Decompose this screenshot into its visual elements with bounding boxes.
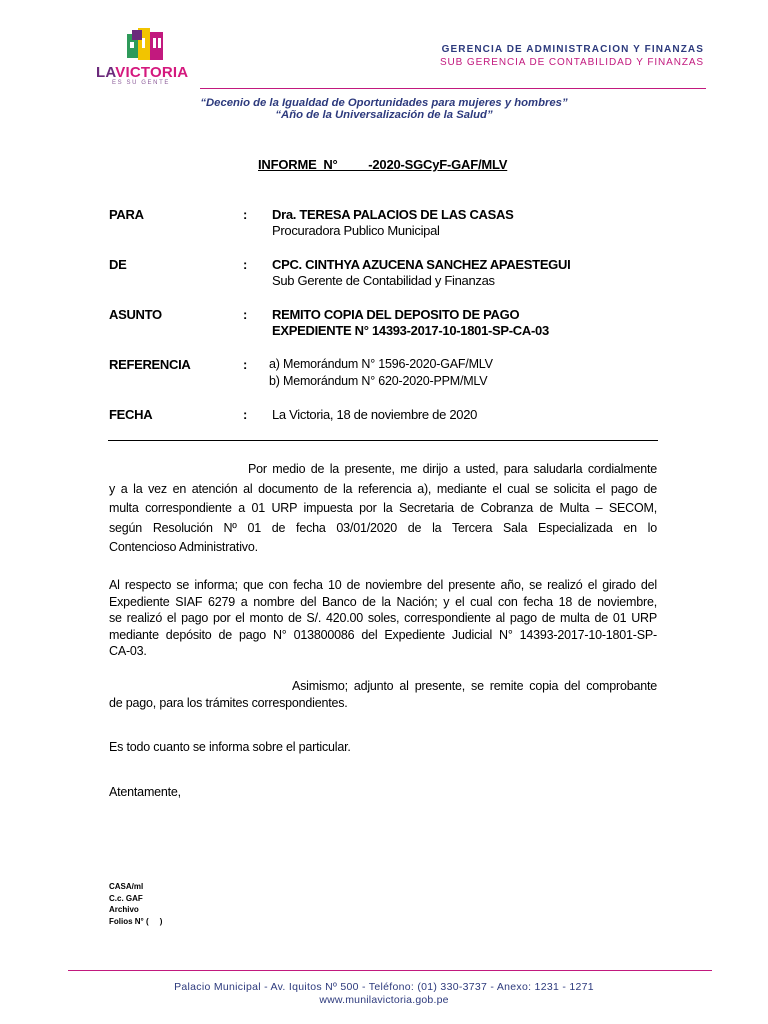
fecha-label: FECHA (109, 407, 153, 422)
referencia-colon: : (243, 357, 248, 372)
logo-window (158, 38, 161, 48)
asunto-label: ASUNTO (109, 307, 162, 322)
informe-title: INFORME N° -2020-SGCyF-GAF/MLV (258, 157, 508, 172)
fecha-colon: : (243, 407, 248, 422)
initials-line: Folios N° ( ) (109, 917, 163, 927)
referencia-item-a: a) Memorándum N° 1596-2020-GAF/MLV (269, 357, 493, 371)
footer-website: www.munilavictoria.gob.pe (319, 994, 449, 1006)
asunto-colon: : (243, 307, 248, 322)
paragraph-1-line: Contencioso Administrativo. (109, 540, 258, 554)
asunto-line-1: REMITO COPIA DEL DEPOSITO DE PAGO (272, 307, 520, 322)
fecha-value: La Victoria, 18 de noviembre de 2020 (272, 407, 478, 422)
logo-wordmark (96, 64, 188, 81)
header-divider (200, 88, 706, 89)
footer-address: Palacio Municipal - Av. Iquitos Nº 500 - Teléfono: (01) 330-3737 - Anexo: 1231 - 1271 (174, 981, 594, 993)
footer-divider (68, 970, 712, 971)
de-role: Sub Gerente de Contabilidad y Finanzas (272, 273, 495, 288)
paragraph-3 (109, 678, 657, 711)
paragraph-2-line: Expediente SIAF 6279 a nombre del Banco de la Nación; y el cual con fecha 18 de noviembre, (109, 594, 657, 609)
para-colon: : (243, 207, 248, 222)
logo-window (130, 42, 134, 48)
paragraph-2-line: se realizó el pago por el monto de S/. 420.00 soles, correspondiente al pago de multa de 01 URP (109, 611, 657, 625)
paragraph-1 (109, 460, 657, 558)
logo-block-magenta (150, 32, 163, 60)
reference-initials (109, 881, 162, 928)
de-colon: : (243, 257, 248, 272)
para-name: Dra. TERESA PALACIOS DE LAS CASAS (272, 207, 514, 222)
paragraph-3-line: de pago, para los trámites correspondientes. (109, 695, 348, 710)
paragraph-1-line: Por medio de la presente, me dirijo a usted, para saludarla cordialmente (248, 462, 657, 476)
logo-window (142, 38, 145, 48)
logo-tagline: ES SU GENTE (112, 80, 170, 86)
paragraph-1-line: y a la vez en atención al documento de la referencia a), mediante el cual se solicita el pago de (109, 481, 657, 496)
section-divider (108, 440, 658, 441)
motto-line-1: “Decenio de la Igualdad de Oportunidades para mujeres y hombres” (200, 97, 568, 109)
de-name: CPC. CINTHYA AZUCENA SANCHEZ APAESTEGUI (272, 257, 571, 272)
initials-line: CASA/ml (109, 882, 144, 891)
closing: Atentamente, (109, 785, 181, 799)
paragraph-2-line: mediante depósito de pago N° 013800086 del Expediente Judicial N° 14393-2017-10-1801-SP- (109, 627, 657, 642)
paragraph-4: Es todo cuanto se informa sobre el particular. (109, 740, 351, 754)
logo-block-purple (132, 30, 142, 40)
paragraph-2-line: Al respecto se informa; que con fecha 10 de noviembre del presente año, se realizó el girado del (109, 578, 657, 592)
de-label: DE (109, 257, 127, 272)
logo-wordmark-victoria: VICTORIA (115, 64, 189, 81)
logo-wordmark-la: LA (96, 64, 116, 81)
para-label: PARA (109, 207, 144, 222)
para-role: Procuradora Publico Municipal (272, 223, 440, 238)
logo-window (153, 38, 156, 48)
paragraph-3-line: Asimismo; adjunto al presente, se remite copia del comprobante (292, 679, 657, 693)
paragraph-1-line: según Resolución Nº 01 de fecha 03/01/2020 de la Tercera Sala Especializada en lo (109, 520, 657, 535)
paragraph-2-line: CA-03. (109, 644, 147, 658)
asunto-line-2: EXPEDIENTE N° 14393-2017-10-1801-SP-CA-03 (272, 323, 549, 338)
referencia-item-b: b) Memorándum N° 620-2020-PPM/MLV (269, 374, 488, 388)
motto-line-2: “Año de la Universalización de la Salud” (275, 109, 493, 121)
paragraph-1-line: multa correspondiente a 01 URP impuesta por la Secretaria de Cobranza de Multa – SECOM, (109, 501, 657, 515)
sub-office-title: SUB GERENCIA DE CONTABILIDAD Y FINANZAS (439, 57, 704, 68)
paragraph-2 (109, 577, 657, 660)
initials-line: Archivo (109, 905, 139, 915)
initials-line: C.c. GAF (109, 893, 143, 903)
referencia-label: REFERENCIA (109, 357, 191, 372)
office-title: GERENCIA DE ADMINISTRACION Y FINANZAS (441, 44, 704, 55)
